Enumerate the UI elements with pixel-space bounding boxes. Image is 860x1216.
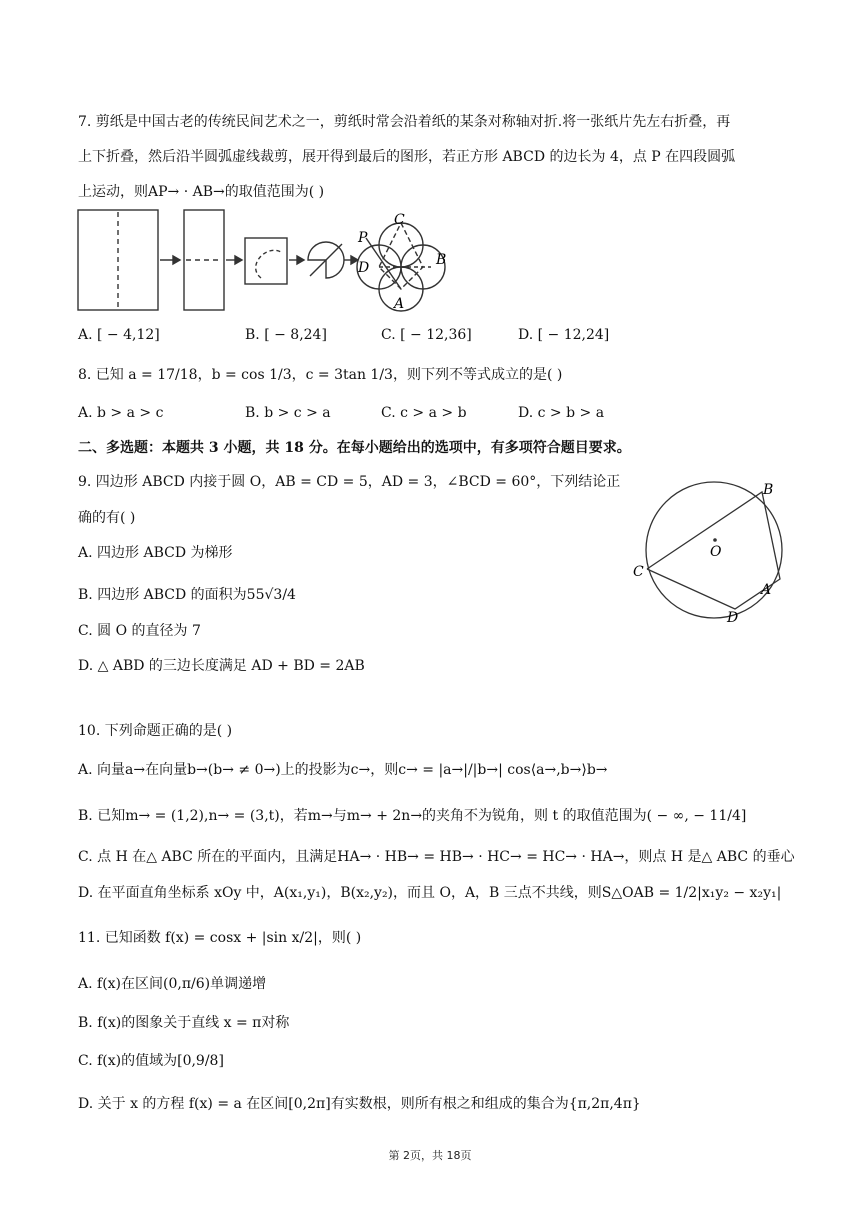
q8-option-a: A. b > a > c [78,405,164,421]
q7-option-c: C. [ − 12,36] [381,327,472,343]
q10-option-a: A. 向量a→在向量b→(b→ ≠ 0→)上的投影为c→，则c→ = |a→|/|b→| cos⟨a→,b→⟩b→ [78,762,608,778]
q7-option-d: D. [ − 12,24] [518,327,610,343]
q10-line1: 10. 下列命题正确的是( ) [78,723,233,739]
q7-option-b: B. [ − 8,24] [245,327,327,343]
paper-cutting-figure [76,208,456,312]
q9-option-b: B. 四边形 ABCD 的面积为55√3/4 [78,587,296,603]
q9-line1: 9. 四边形 ABCD 内接于圆 O，AB = CD = 5，AD = 3，∠BCD = 60°，下列结论正 [78,474,621,490]
q9-option-d: D. △ ABD 的三边长度满足 AD + BD = 2AB [78,658,365,674]
q7-line3: 上运动，则AP→ · AB→的取值范围为( ) [78,184,325,200]
label-B: B [436,252,447,268]
q11-option-b: B. f(x)的图象关于直线 x = π对称 [78,1015,290,1031]
q9-option-c: C. 圆 O 的直径为 7 [78,623,201,639]
q11-option-a: A. f(x)在区间(0,π/6)单调递增 [78,976,267,992]
q9-option-a: A. 四边形 ABCD 为梯形 [78,545,233,561]
q8-option-d: D. c > b > a [518,405,605,421]
page-footer: 第 2页，共 18页 [388,1149,472,1162]
q8-line1: 8. 已知 a = 17/18，b = cos 1/3，c = 3tan 1/3，则下列不等式成立的是( ) [78,367,563,383]
q10-option-b: B. 已知m→ = (1,2),n→ = (3,t)，若m→与m→ + 2n→的夹角不为锐角，则 t 的取值范围为( − ∞, − 11/4] [78,808,747,824]
q10-option-d: D. 在平面直角坐标系 xOy 中，A(x₁,y₁)，B(x₂,y₂)，而且 O，A，B 三点不共线，则S△OAB = 1/2|x₁y₂ − x₂y₁| [78,885,782,901]
label-A: A [394,296,405,312]
q11-option-d: D. 关于 x 的方程 f(x) = a 在区间[0,2π]有实数根，则所有根之和组成的集合为{π,2π,4π} [78,1096,641,1112]
q11-option-c: C. f(x)的值域为[0,9/8] [78,1053,224,1069]
label-C: C [633,564,644,580]
inscribed-quadrilateral-figure [628,472,798,628]
q8-option-c: C. c > a > b [381,405,467,421]
fold-step-3 [245,238,287,284]
label-D: D [358,260,370,276]
label-A: A [761,582,772,598]
q11-line1: 11. 已知函数 f(x) = cosx + |sin x/2|，则( ) [78,930,362,946]
label-B: B [763,482,774,498]
q7-line1: 7. 剪纸是中国古老的传统民间艺术之一，剪纸时常会沿着纸的某条对称轴对折.将一张纸片先左右折叠，再 [78,114,731,130]
label-O: O [710,544,722,560]
q9-line2: 确的有( ) [78,510,136,526]
q7-line2: 上下折叠，然后沿半圆弧虚线裁剪，展开得到最后的图形，若正方形 ABCD 的边长为 4，点 P 在四段圆弧 [78,149,736,165]
q7-option-a: A. [ − 4,12] [78,327,160,343]
q8-option-b: B. b > c > a [245,405,331,421]
label-D: D [727,610,739,626]
label-P: P [358,230,368,246]
section-2-header: 二、多选题：本题共 3 小题，共 18 分。在每小题给出的选项中，有多项符合题目要求。 [78,440,631,456]
q10-option-c: C. 点 H 在△ ABC 所在的平面内，且满足HA→ · HB→ = HB→ · HC→ = HC→ · HA→，则点 H 是△ ABC 的垂心 [78,849,795,865]
label-C: C [394,212,405,228]
